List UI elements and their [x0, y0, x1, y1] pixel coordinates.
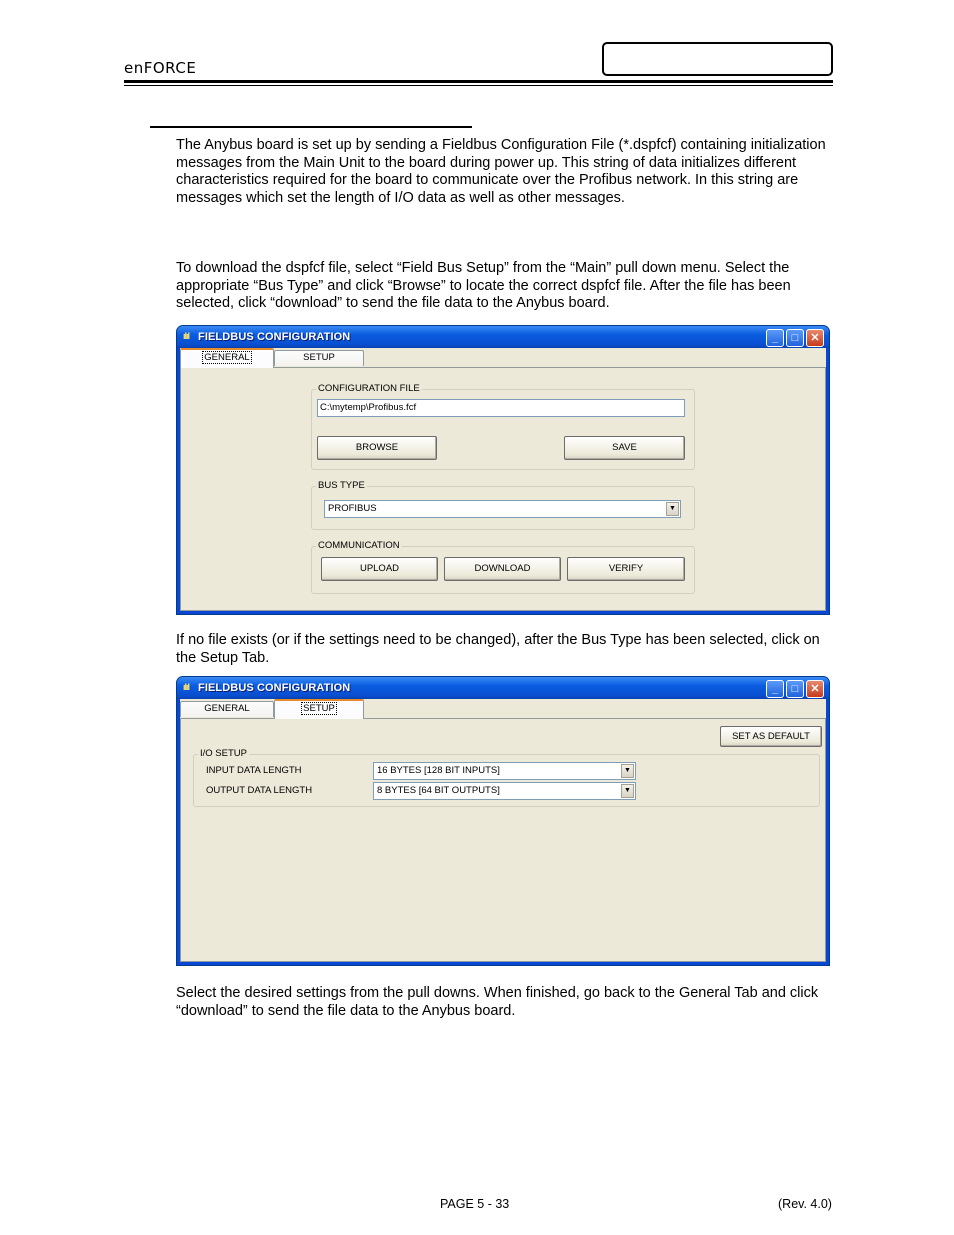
config-file-path-input[interactable]: C:\mytemp\Profibus.fcf	[317, 399, 685, 417]
intro-paragraph: The Anybus board is set up by sending a Fieldbus Configuration File (*.dspfcf) containing initialization messages from the Main Unit to the board during power up. This string of data initializes different characteristics required for the board to communicate over the Profibus network. In this string are messages which set the length of I/O data as well as other messages.	[176, 137, 826, 206]
browse-button[interactable]: BROWSE	[317, 436, 437, 460]
tab-strip	[180, 699, 826, 719]
final-paragraph: Select the desired settings from the pull downs. When finished, go back to the General Tab and click “download” to send the file data to the Anybus board.	[176, 985, 819, 1019]
window-client	[180, 699, 826, 962]
fieldbus-config-window-setup	[176, 676, 830, 966]
tab-setup[interactable]: SETUP	[274, 350, 364, 366]
output-data-length-value: 8 BYTES [64 BIT OUTPUTS]	[377, 785, 500, 796]
bus-type-select[interactable]	[324, 500, 681, 518]
fieldbus-config-window-general	[176, 325, 830, 615]
revision: (Rev. 4.0)	[778, 1197, 832, 1211]
verify-button[interactable]: VERIFY	[567, 557, 685, 581]
window-title: FIELDBUS CONFIGURATION	[198, 682, 351, 694]
window-title: FIELDBUS CONFIGURATION	[198, 331, 351, 343]
section-heading-rule	[150, 126, 472, 128]
close-icon[interactable]: ✕	[806, 329, 824, 347]
output-data-length-select[interactable]	[373, 782, 636, 800]
upload-button[interactable]: UPLOAD	[321, 557, 438, 581]
save-button[interactable]: SAVE	[564, 436, 685, 460]
header-rule	[124, 80, 833, 83]
download-button[interactable]: DOWNLOAD	[444, 557, 561, 581]
title-bar	[177, 677, 829, 699]
bus-type-group	[311, 480, 695, 530]
bus-type-group-label: BUS TYPE	[318, 480, 365, 491]
page-number: PAGE 5 - 33	[440, 1197, 510, 1211]
download-paragraph: To download the dspfcf file, select “Field Bus Setup” from the “Main” pull down menu. Select the appropriate “Bus Type” and click “Browse” to locate the correct dspfcf file. After the file has been selected, click “download” to send the file data to the Anybus board.	[176, 260, 791, 312]
tab-pane-setup	[180, 718, 826, 962]
input-data-length-select[interactable]	[373, 762, 636, 780]
input-data-length-label: INPUT DATA LENGTH	[206, 765, 302, 776]
header-rule-thin	[124, 85, 833, 86]
config-file-group-label: CONFIGURATION FILE	[318, 383, 420, 394]
minimize-icon[interactable]: _	[766, 680, 784, 698]
window-client	[180, 348, 826, 611]
tab-general[interactable]: GENERAL	[180, 701, 274, 717]
tab-pane-general	[180, 367, 826, 611]
input-data-length-value: 16 BYTES [128 BIT INPUTS]	[377, 765, 500, 776]
set-as-default-button[interactable]: SET AS DEFAULT	[720, 726, 822, 747]
tab-general[interactable]: GENERAL	[180, 348, 274, 368]
communication-group	[311, 540, 695, 594]
io-setup-group	[193, 748, 820, 807]
header-box	[602, 42, 833, 76]
maximize-icon[interactable]: □	[786, 680, 804, 698]
output-data-length-label: OUTPUT DATA LENGTH	[206, 785, 313, 796]
close-icon[interactable]: ✕	[806, 680, 824, 698]
tab-setup[interactable]: SETUP	[274, 699, 364, 719]
chevron-down-icon[interactable]: ▼	[666, 502, 679, 516]
fieldbus-app-icon: ıIıI	[183, 682, 190, 692]
title-bar	[177, 326, 829, 348]
maximize-icon[interactable]: □	[786, 329, 804, 347]
chevron-down-icon[interactable]: ▼	[621, 764, 634, 778]
enforce-logo: enFORCE	[124, 59, 197, 77]
communication-group-label: COMMUNICATION	[318, 540, 400, 551]
tab-strip	[180, 348, 826, 368]
setup-tab-paragraph: If no file exists (or if the settings need to be changed), after the Bus Type has been selected, click on the Setup Tab.	[176, 632, 820, 666]
config-file-group	[311, 383, 695, 470]
fieldbus-app-icon: ıIıI	[183, 331, 190, 341]
io-setup-group-label: I/O SETUP	[200, 748, 247, 759]
bus-type-value: PROFIBUS	[328, 503, 377, 514]
chevron-down-icon[interactable]: ▼	[621, 784, 634, 798]
minimize-icon[interactable]: _	[766, 329, 784, 347]
